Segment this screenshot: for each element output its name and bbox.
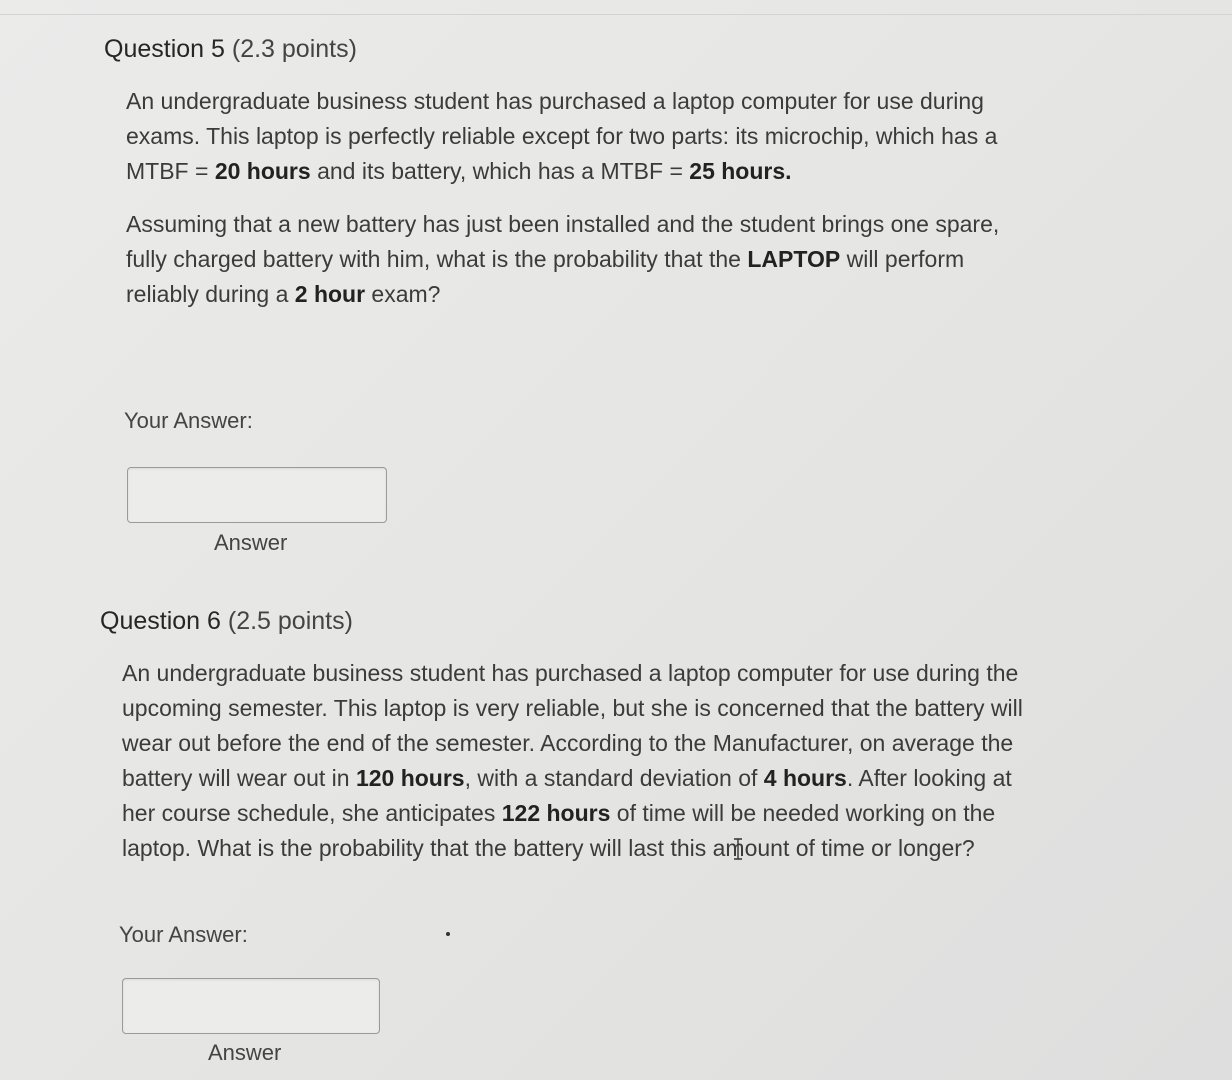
question-paragraph [126, 84, 1036, 189]
text-run: and its battery, which has a MTBF = [310, 158, 690, 184]
question-5 [104, 32, 1064, 312]
text-run: An undergraduate business student has purchased a laptop computer for use during exams. This laptop is perfectly reliable except for two parts: its microchip, which has a MTBF = [126, 88, 998, 184]
question-title [100, 604, 1060, 638]
emphasized-text: 25 hours. [689, 158, 792, 184]
answer-caption: Answer [214, 530, 288, 555]
question-6 [100, 604, 1060, 866]
text-run: exam? [365, 281, 441, 307]
question-text [104, 84, 1036, 312]
emphasized-text: 122 hours [501, 800, 611, 826]
answer-caption: Answer [208, 1040, 282, 1065]
question-label: Question 5 [104, 35, 225, 63]
emphasized-text: 20 hours [214, 158, 311, 184]
screen-speck [446, 932, 450, 936]
question-text [100, 656, 1032, 866]
question-paragraph [126, 207, 1036, 312]
question-paragraph [122, 656, 1032, 866]
answer-input[interactable] [122, 978, 380, 1034]
text-run: Assuming that a new battery has just been installed and the student brings one spare, fully charged battery with him, what is the probability that the [126, 211, 1000, 272]
emphasized-text: LAPTOP [747, 246, 841, 272]
question-points: (2.5 points) [227, 607, 353, 635]
question-label: Question 6 [100, 607, 221, 635]
text-run: will perform reliably during a [126, 246, 965, 307]
answer-input[interactable] [127, 467, 387, 523]
emphasized-text: 4 hours [763, 765, 847, 791]
question-points: (2.3 points) [231, 35, 357, 63]
your-answer-label: Your Answer: [124, 408, 253, 433]
text-cursor-icon [733, 838, 743, 860]
emphasized-text: 120 hours [355, 765, 465, 791]
question-title [104, 32, 1064, 66]
emphasized-text: 2 hour [294, 281, 366, 307]
text-run: , with a standard deviation of [464, 765, 764, 791]
page-top-divider [0, 14, 1232, 15]
your-answer-label: Your Answer: [119, 922, 248, 947]
text-run: of time will be needed working on the laptop. What is the probability that the battery will last this amount of time or longer? [122, 800, 996, 861]
text-run: An undergraduate business student has purchased a laptop computer for use during the upcoming semester. This laptop is very reliable, but she is concerned that the battery will wear out before the end of the semester. According to the Manufacturer, on average the battery will wear out in [122, 660, 1023, 791]
text-run: . After looking at her course schedule, she anticipates [122, 765, 1012, 826]
